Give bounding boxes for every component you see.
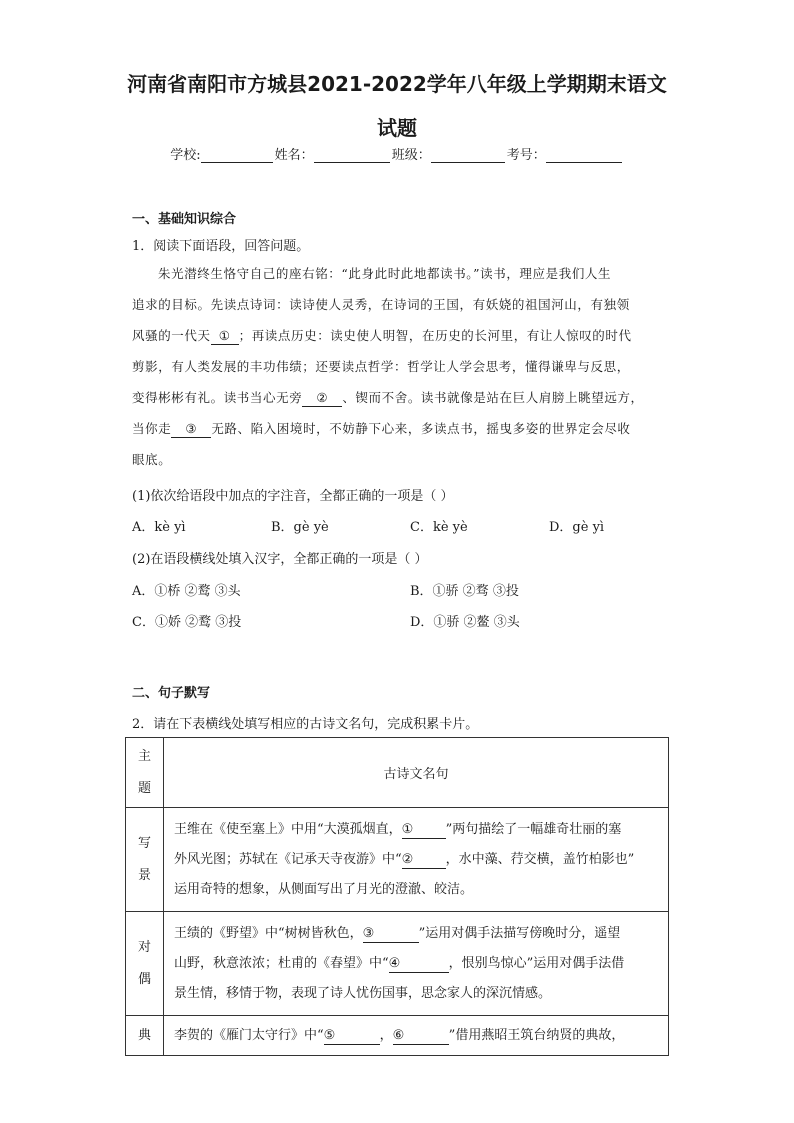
passage-line: 朱光潜终生恪守自己的座右铭：“此身此时此地都读书。”读书，理应是我们人生 bbox=[158, 266, 612, 281]
sub2-option-b[interactable]: B．①骄 ②骛 ③投 bbox=[410, 584, 519, 599]
theme-cell bbox=[126, 808, 164, 912]
question1-stem: 1．阅读下面语段，回答问题。 bbox=[132, 239, 310, 254]
passage-line: 当你走 ③ 无路、陷入困境时，不妨静下心来，多读点书，摇曳多姿的世界定会尽收 bbox=[132, 421, 631, 436]
exam-no-blank[interactable] bbox=[546, 148, 622, 163]
blank-card-4[interactable]: ④ bbox=[389, 956, 449, 973]
sub1-option-b[interactable]: B．gè yè bbox=[271, 520, 329, 535]
sub1-option-a[interactable]: A．kè yì bbox=[132, 520, 186, 535]
page-title-line1: 河南省南阳市方城县2021-2022学年八年级上学期期末语文 bbox=[127, 72, 667, 96]
subquestion2-stem: (2)在语段横线处填入汉字，全都正确的一项是（ ） bbox=[132, 552, 428, 567]
subquestion1-stem: (1)依次给语段中加点的字注音，全都正确的一项是（ ） bbox=[132, 489, 454, 504]
passage-line: 眼底。 bbox=[132, 452, 172, 467]
exam-no-label: 考号： bbox=[506, 148, 546, 163]
table-row bbox=[126, 1016, 669, 1056]
sub1-option-c[interactable]: C．kè yè bbox=[410, 520, 468, 535]
reading-passage bbox=[132, 258, 672, 475]
content-header: 古诗文名句 bbox=[164, 738, 669, 808]
table-header-row bbox=[126, 738, 669, 808]
student-info-row bbox=[0, 144, 794, 163]
blank-card-5[interactable]: ⑤ bbox=[324, 1028, 380, 1045]
blank-card-6[interactable]: ⑥ bbox=[393, 1028, 449, 1045]
name-label: 姓名： bbox=[274, 148, 314, 163]
passage-line: 剪影，有人类发展的丰功伟绩；还要读点哲学：哲学让人学会思考，懂得谦卑与反思， bbox=[132, 359, 630, 374]
passage-line: 变得彬彬有礼。读书当心无旁 ② 、锲而不舍。读书就像是站在巨人肩膀上眺望远方， bbox=[132, 390, 644, 405]
page-title-line2: 试题 bbox=[377, 116, 417, 140]
sub2-option-a[interactable]: A．①桥 ②鹜 ③头 bbox=[132, 584, 241, 599]
table-row bbox=[126, 808, 669, 912]
blank-1[interactable]: ① bbox=[211, 328, 239, 345]
blank-3[interactable]: ③ bbox=[171, 421, 211, 438]
class-blank[interactable] bbox=[431, 148, 505, 163]
question2-stem: 2．请在下表横线处填写相应的古诗文名句，完成积累卡片。 bbox=[132, 717, 479, 732]
theme-cell bbox=[126, 1016, 164, 1056]
class-label: 班级： bbox=[391, 148, 431, 163]
theme-text: 对偶 bbox=[137, 939, 151, 987]
sub1-option-d[interactable]: D．gè yì bbox=[549, 520, 605, 535]
theme-text: 写景 bbox=[137, 835, 151, 883]
theme-cell bbox=[126, 912, 164, 1016]
table-row bbox=[126, 912, 669, 1016]
theme-header bbox=[126, 738, 164, 808]
content-cell: 王维在《使至塞上》中用“大漠孤烟直，① ”两句描绘了一幅雄奇壮丽的塞 外风光图；苏轼在《记承天寺夜游》中“② ，水中藻、荇交横，盖竹柏影也” 运用奇特的想象，从侧面写出了月光的澄澈、皎洁。 bbox=[164, 808, 669, 912]
blank-2[interactable]: ② bbox=[302, 390, 342, 407]
content-cell: 李贺的《雁门太守行》中“⑤ ，⑥ ”借用燕昭王筑台纳贤的典故， bbox=[164, 1016, 669, 1056]
content-cell: 王绩的《野望》中“树树皆秋色，③ ”运用对偶手法描写傍晚时分，遥望 山野，秋意浓浓；杜甫的《春望》中“④ ，恨别鸟惊心”运用对偶手法借 景生情，移情于物，表现了诗人忧伤国事，思念家人的深沉情感。 bbox=[164, 912, 669, 1016]
theme-text: 典 bbox=[137, 1027, 151, 1043]
sub2-option-c[interactable]: C．①娇 ②鹜 ③投 bbox=[132, 615, 242, 630]
sub2-option-d[interactable]: D．①骄 ②鳌 ③头 bbox=[410, 615, 520, 630]
section1-heading: 一、基础知识综合 bbox=[132, 212, 237, 227]
school-blank[interactable] bbox=[201, 148, 273, 163]
passage-line: 追求的目标。先读点诗词：读诗使人灵秀，在诗词的王国，有妖娆的祖国河山，有独领 bbox=[132, 297, 630, 312]
section2-heading: 二、句子默写 bbox=[132, 686, 211, 701]
blank-card-1[interactable]: ① bbox=[402, 822, 446, 839]
blank-card-3[interactable]: ③ bbox=[363, 926, 419, 943]
passage-line: 风骚的一代天 ① ；再读点历史：读史使人明智，在历史的长河里，有让人惊叹的时代 bbox=[132, 328, 632, 343]
theme-header-text: 主题 bbox=[137, 748, 151, 796]
name-blank[interactable] bbox=[314, 148, 390, 163]
school-label: 学校: bbox=[170, 148, 201, 163]
poetry-card-table bbox=[125, 737, 669, 1056]
blank-card-2[interactable]: ② bbox=[402, 852, 446, 869]
